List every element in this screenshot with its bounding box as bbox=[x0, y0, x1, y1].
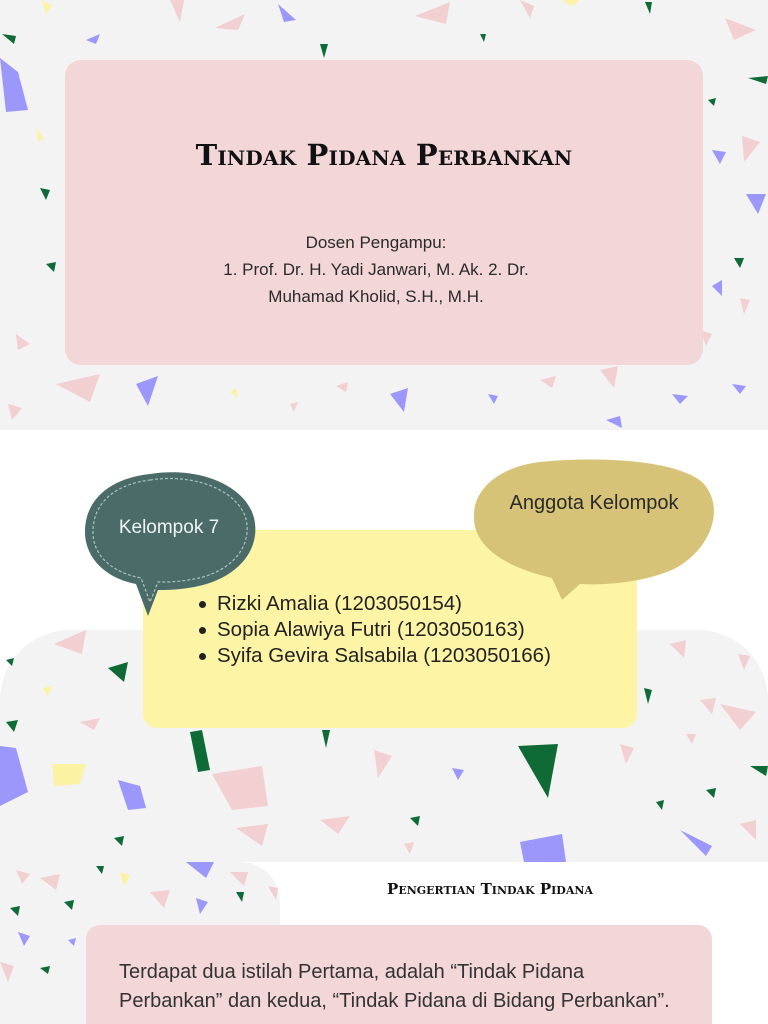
definition-slide bbox=[0, 862, 768, 1024]
title-card bbox=[65, 60, 703, 365]
members-list bbox=[197, 591, 551, 669]
list-item: Syifa Gevira Salsabila (1203050166) bbox=[197, 643, 551, 669]
list-item: Sopia Alawiya Futri (1203050163) bbox=[197, 617, 551, 643]
lecturer-heading: Dosen Pengampu: bbox=[305, 233, 447, 252]
members-bubble-shape bbox=[474, 459, 714, 600]
group-bubble-label: Kelompok 7 bbox=[118, 517, 220, 538]
title-slide bbox=[0, 0, 768, 430]
section-title: Pengertian Tindak Pidana bbox=[387, 880, 593, 898]
members-slide bbox=[0, 430, 768, 862]
members-bubble-label: Anggota Kelompok bbox=[509, 492, 679, 514]
definition-card bbox=[86, 925, 712, 1024]
lecturer-line-1: 1. Prof. Dr. H. Yadi Janwari, M. Ak. 2. Dr. bbox=[223, 260, 529, 279]
lecturer-info bbox=[170, 229, 582, 310]
definition-text: Terdapat dua istilah Pertama, adalah “Tindak Pidana Perbankan” dan kedua, “Tindak Pidana di Bidang Perbankan”. bbox=[119, 961, 670, 1012]
lecturer-line-2: Muhamad Kholid, S.H., M.H. bbox=[268, 287, 484, 306]
list-item: Rizki Amalia (1203050154) bbox=[197, 591, 551, 617]
presentation-title: Tindak Pidana Perbankan bbox=[195, 138, 573, 172]
